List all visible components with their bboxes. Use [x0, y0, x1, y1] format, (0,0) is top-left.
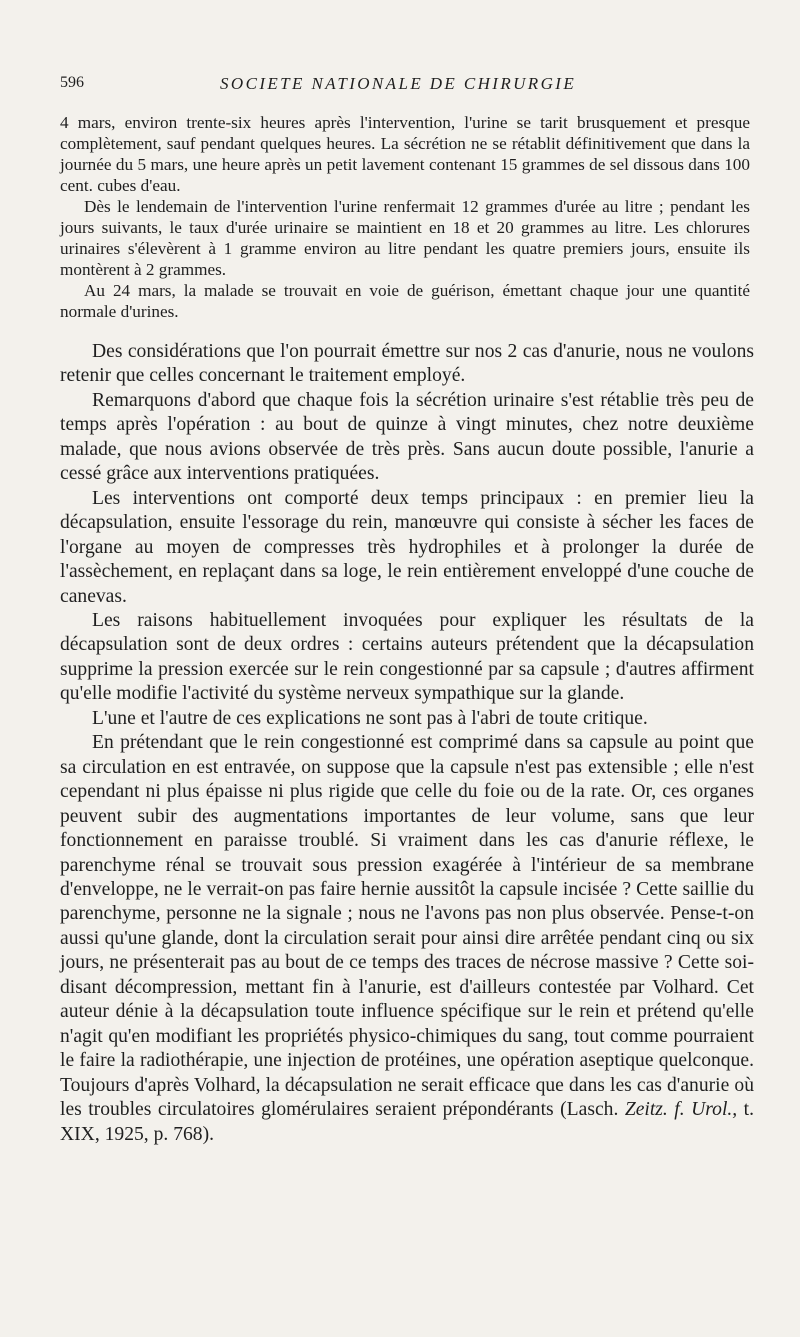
case-report-block	[60, 112, 750, 322]
case-paragraph: Dès le lendemain de l'intervention l'urine renfermait 12 grammes d'urée au litre ; pendant les jours suivants, le taux d'urée urinaire se maintient en 18 et 20 grammes au litre. Les chlorures urinaires s'élevèrent à 1 gramme environ au litre pendant les quatre premiers jours, ensuite ils montèrent à 2 grammes.	[60, 197, 750, 279]
page-number: 596	[60, 74, 84, 91]
case-paragraph: 4 mars, environ trente-six heures après l'intervention, l'urine se tarit brusquement et presque complètement, sauf pendant quelques heures. La sécrétion ne se rétablit définitivement que dans la journée du 5 mars, une heure après un petit lavement contenant 15 grammes de sel dissous dans 100 cent. cubes d'eau.	[60, 113, 750, 195]
page-header	[60, 74, 750, 98]
citation-journal: Zeitz. f. Urol.,	[624, 1099, 738, 1121]
body-paragraph-text: En prétendant que le rein congestionné est comprimé dans sa capsule au point que sa circulation en est entravée, on suppose que la capsule n'est pas extensible ; elle n'est cependant ni plus épaisse ni plus rigide que celle du foie ou de la rate. Or, ces organes peuvent subir des augmentations importantes de leur volume, sans que leur fonctionnement en paraisse troublé. Si vraiment dans les cas d'anurie réflexe, le parenchyme rénal se trouvait sous pression exagérée à l'intérieur de sa membrane d'enveloppe, ne le verrait-on pas faire hernie aussitôt la capsule incisée ? Cette saillie du parenchyme, personne ne la signale ; nous ne l'avons pas non plus observée. Pense-t-on aussi qu'une glande, dont la circulation serait pour ainsi dire arrêtée pendant cinq ou six jours, ne présenterait pas au bout de ce temps des traces de nécrose massive ? Cette soi-disant décompression, mettant fin à l'anurie, est d'ailleurs contestée par Volhard. Cet auteur dénie à la décapsulation toute influence spécifique sur le rein et prétend qu'elle n'agit qu'en modifiant les propriétés physico-chimiques du sang, tout comme pourraient le faire la radiothérapie, une injection de protéines, une opération aseptique quelconque. Toujours d'après Volhard, la décapsulation ne serait efficace que dans les cas d'anurie où les troubles circulatoires glomérulaires seraient prépondérants (Lasch.	[60, 732, 754, 1121]
body-paragraph: Les interventions ont comporté deux temps principaux : en premier lieu la décapsulation, ensuite l'essorage du rein, manœuvre qui consiste à sécher les faces de l'organe au moyen de compresses très hydrophiles et à prolonger la durée de l'assèchement, en replaçant dans sa loge, le rein entièrement enveloppé d'une couche de canevas.	[60, 487, 754, 607]
case-paragraph: Au 24 mars, la malade se trouvait en voie de guérison, émettant chaque jour une quantité normale d'urines.	[60, 281, 750, 321]
body-paragraph: Les raisons habituellement invoquées pour expliquer les résultats de la décapsulation sont de deux ordres : certains auteurs prétendent que la décapsulation supprime la pression exercée sur le rein congestionné par sa capsule ; d'autres affirment qu'elle modifie l'activité du système nerveux sympathique sur la glande.	[60, 609, 754, 705]
running-title: SOCIETE NATIONALE DE CHIRURGIE	[220, 74, 577, 93]
body-paragraph: L'une et l'autre de ces explications ne sont pas à l'abri de toute critique.	[92, 707, 648, 729]
body-paragraph: Des considérations que l'on pourrait émettre sur nos 2 cas d'anurie, nous ne voulons retenir que celles concernant le traitement employé.	[60, 341, 754, 387]
body-paragraph: Remarquons d'abord que chaque fois la sécrétion urinaire s'est rétablie très peu de temps après l'opération : au bout de quinze à vingt minutes, chez notre deuxième malade, que nous avions observée de très près. Sans aucun doute possible, l'anurie a cessé grâce aux interventions pratiquées.	[60, 389, 754, 485]
citation-tail: t. XIX, 1925, p. 768).	[60, 1099, 754, 1145]
body-paragraph-final	[60, 731, 754, 1147]
discussion-block	[60, 340, 754, 1147]
